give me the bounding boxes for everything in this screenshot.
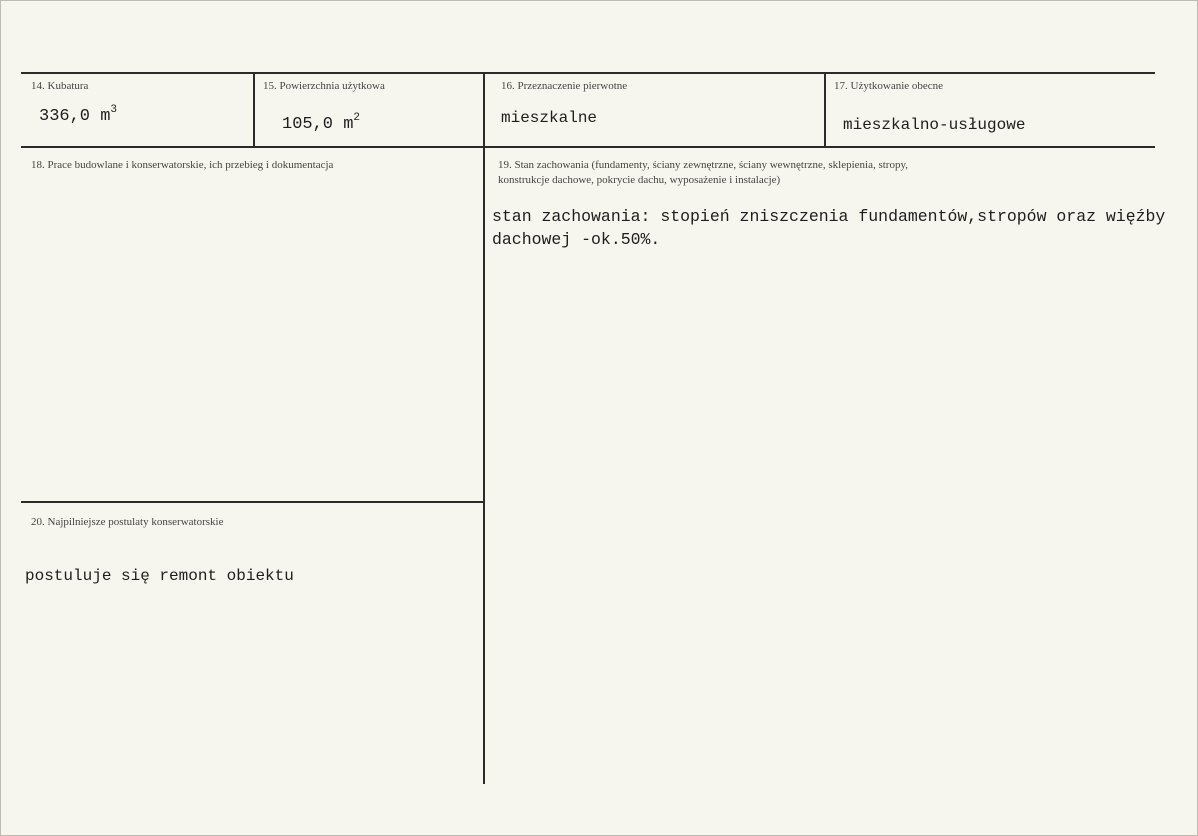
- field-19-label-line2: konstrukcje dachowe, pokrycie dachu, wyposażenie i instalacje): [498, 174, 781, 186]
- field-14-superscript: 3: [110, 104, 118, 116]
- field-15-label: 15. Powierzchnia użytkowa: [263, 80, 385, 92]
- field-19-value-line2: dachowej -ok.50%.: [492, 230, 661, 249]
- top-rule: [21, 72, 1155, 74]
- field-15-superscript: 2: [353, 112, 361, 124]
- field-17-value: mieszkalno-usługowe: [843, 116, 1026, 134]
- field-16-value: mieszkalne: [501, 109, 598, 127]
- col-divider-2: [483, 72, 485, 784]
- field-20-value: postuluje się remont obiektu: [25, 567, 294, 585]
- field-14-value: [39, 104, 118, 126]
- field-15-value-text: 105,0 m: [282, 115, 354, 134]
- field18-bottom-rule: [21, 501, 483, 503]
- field-16-label: 16. Przeznaczenie pierwotne: [501, 80, 628, 92]
- field-15-value: [282, 112, 361, 134]
- field-18-label: 18. Prace budowlane i konserwatorskie, ich przebieg i dokumentacja: [31, 159, 334, 171]
- col-divider-3: [824, 72, 826, 148]
- field-14-label: 14. Kubatura: [31, 80, 89, 92]
- field-17-label: 17. Użytkowanie obecne: [834, 80, 944, 92]
- field-14-value-text: 336,0 m: [39, 107, 111, 126]
- col-divider-1: [253, 72, 255, 148]
- field-19-label-line1: 19. Stan zachowania (fundamenty, ściany zewnętrzne, ściany wewnętrzne, sklepienia, stropy,: [498, 159, 909, 171]
- field-20-label: 20. Najpilniejsze postulaty konserwatorskie: [31, 516, 224, 528]
- field-19-value-line1: stan zachowania: stopień zniszczenia fundamentów,stropów oraz więźby: [492, 207, 1166, 226]
- row1-bottom-rule: [21, 146, 1155, 148]
